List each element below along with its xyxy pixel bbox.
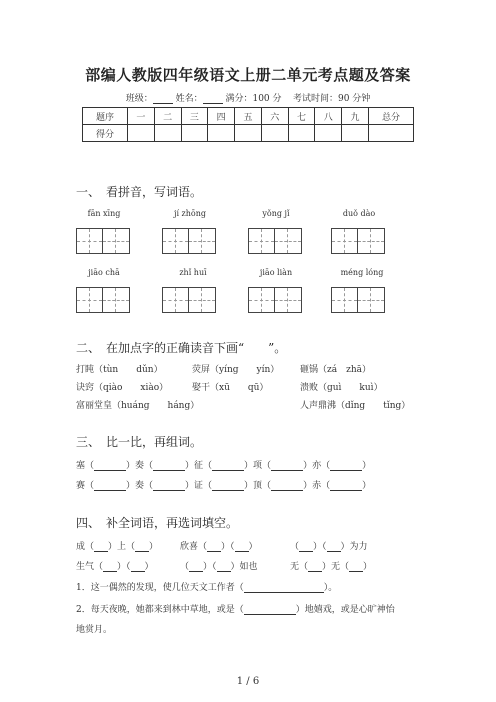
answer-blank[interactable] <box>94 541 108 552</box>
score-header-cell: 二 <box>154 108 181 125</box>
score-row-label: 得分 <box>83 125 128 142</box>
score-header-cell: 一 <box>128 108 155 125</box>
answer-blank[interactable] <box>135 541 149 552</box>
idiom-text: ） <box>248 542 258 552</box>
compare-char: 塞（ <box>76 461 95 471</box>
idiom-text: ）（ <box>313 542 327 552</box>
answer-blank[interactable] <box>94 460 126 471</box>
answer-blank[interactable] <box>212 460 244 471</box>
full-score: 满分：100 分 <box>225 94 282 104</box>
section2-heading: 二、 在加点字的正确读音下画“ ”。 <box>76 341 287 355</box>
score-header-cell: 四 <box>208 108 235 125</box>
exam-time: 考试时间：90 分钟 <box>292 94 371 104</box>
writing-grid[interactable] <box>248 287 302 313</box>
answer-blank[interactable] <box>330 460 362 471</box>
answer-blank[interactable] <box>153 460 185 471</box>
compare-char: 赛（ <box>76 481 95 491</box>
answer-blank[interactable] <box>271 460 303 471</box>
name-label: 姓名： <box>175 94 203 104</box>
score-header-cell: 八 <box>315 108 342 125</box>
score-header-cell: 三 <box>181 108 208 125</box>
answer-blank[interactable] <box>327 541 341 552</box>
answer-blank[interactable] <box>207 541 221 552</box>
compare-char: ）亦（ <box>303 461 331 471</box>
name-blank <box>203 94 223 104</box>
answer-blank[interactable] <box>299 541 313 552</box>
idiom-text: ） <box>363 562 373 572</box>
question-2-continued: 地赏月。 <box>76 625 113 635</box>
idiom-text: ）为力 <box>340 542 368 552</box>
idiom-text: ） <box>149 542 159 552</box>
answer-blank[interactable] <box>94 480 126 491</box>
pinyin-label: duǒ dào <box>342 209 376 218</box>
question-2 <box>76 602 395 615</box>
score-cell <box>261 125 288 142</box>
idiom-text: 无（ <box>290 562 309 572</box>
pronunciation-item: 富丽堂皇（huáng háng） <box>76 401 200 411</box>
compare-char: ） <box>362 461 372 471</box>
score-cell <box>315 125 342 142</box>
page-number: 1 / 6 <box>236 676 260 687</box>
answer-blank[interactable] <box>271 480 303 491</box>
writing-grid[interactable] <box>162 228 216 254</box>
pinyin-label: méng lóng <box>340 268 384 277</box>
answer-blank[interactable] <box>189 561 203 572</box>
idiom-row <box>76 559 154 572</box>
score-cell <box>342 125 369 142</box>
question-text: 1．这一偶然的发现，使几位天文工作者（ <box>76 583 244 593</box>
score-cell <box>369 125 414 142</box>
score-header-cell: 题序 <box>83 108 128 125</box>
compare-char: ）项（ <box>244 461 272 471</box>
idiom-text: ） <box>144 562 154 572</box>
idiom-text: （ <box>180 562 190 572</box>
score-header-cell: 五 <box>235 108 262 125</box>
score-header-cell: 七 <box>288 108 315 125</box>
compare-char: ）顶（ <box>244 481 272 491</box>
question-text: ）地嬉戏，或是心旷神怡 <box>295 605 395 615</box>
idiom-row <box>76 539 158 552</box>
answer-blank[interactable] <box>217 561 231 572</box>
score-table-score-row <box>83 125 414 142</box>
pinyin-label: jiāo chā <box>88 268 120 277</box>
idiom-text: ）无（ <box>322 562 350 572</box>
section3-heading: 三、 比一比，再组词。 <box>76 435 203 449</box>
answer-blank[interactable] <box>131 561 145 572</box>
answer-blank[interactable] <box>103 561 117 572</box>
idiom-text: ）（ <box>203 562 217 572</box>
score-header-cell: 总分 <box>369 108 414 125</box>
question-text: ）。 <box>323 583 338 593</box>
compare-char: ）赤（ <box>303 481 331 491</box>
score-cell <box>288 125 315 142</box>
pinyin-label: jí zhōng <box>173 209 207 218</box>
idiom-text: ）上（ <box>108 542 136 552</box>
pinyin-label: jiāo liàn <box>259 268 293 277</box>
compare-row <box>76 478 371 491</box>
pronunciation-item: 打盹（tùn dǔn） <box>76 365 163 375</box>
idiom-row <box>290 559 372 572</box>
idiom-text: （ <box>290 542 300 552</box>
pronunciation-item: 溃败（guì kuì） <box>300 383 383 393</box>
idiom-text: 欣喜（ <box>180 542 208 552</box>
answer-blank[interactable] <box>308 561 322 572</box>
idiom-row <box>180 539 258 552</box>
score-cell <box>154 125 181 142</box>
idiom-text: ）（ <box>221 542 235 552</box>
pronunciation-item: 荧屏（yíng yín） <box>192 365 280 375</box>
answer-blank[interactable] <box>235 541 249 552</box>
writing-grid[interactable] <box>331 228 385 254</box>
page-title: 部编人教版四年级语文上册二单元考点题及答案 <box>85 66 411 84</box>
score-cell <box>128 125 155 142</box>
compare-char: ）奏（ <box>126 481 154 491</box>
pronunciation-item: 人声鼎沸（dǐng tǐng） <box>300 401 411 411</box>
compare-row <box>76 458 371 471</box>
writing-grid[interactable] <box>331 287 385 313</box>
answer-blank[interactable] <box>244 582 324 593</box>
question-text: 2．每天夜晚，她都来到林中草地，或是（ <box>76 605 244 615</box>
answer-blank[interactable] <box>349 561 363 572</box>
writing-grid[interactable] <box>248 228 302 254</box>
score-header-cell: 九 <box>342 108 369 125</box>
class-label: 班级： <box>125 94 153 104</box>
section4-heading: 四、 补全词语，再选词填空。 <box>76 516 239 530</box>
writing-grid[interactable] <box>162 287 216 313</box>
section1-heading: 一、 看拼音，写词语。 <box>76 185 203 199</box>
pinyin-label: fān xīng <box>87 209 121 218</box>
pronunciation-item: 娶干（xū qū） <box>192 383 269 393</box>
writing-grid[interactable] <box>76 287 130 313</box>
pinyin-label: zhǐ huī <box>179 268 207 277</box>
answer-blank[interactable] <box>330 480 362 491</box>
score-cell <box>208 125 235 142</box>
score-table-header-row <box>83 108 414 125</box>
score-cell <box>181 125 208 142</box>
answer-blank[interactable] <box>244 604 296 615</box>
compare-char: ）征（ <box>185 461 213 471</box>
class-blank <box>153 94 173 104</box>
pronunciation-item: 诀窍（qiào xiào） <box>76 383 169 393</box>
compare-char: ）证（ <box>185 481 213 491</box>
exam-info <box>0 91 496 104</box>
score-header-cell: 六 <box>261 108 288 125</box>
pinyin-label: yǒng jǐ <box>262 209 290 218</box>
answer-blank[interactable] <box>153 480 185 491</box>
pronunciation-item: 砸锅（zá zhā） <box>300 365 372 375</box>
idiom-text: ）（ <box>117 562 131 572</box>
idiom-row <box>290 539 368 552</box>
compare-char: ） <box>362 481 372 491</box>
score-cell <box>235 125 262 142</box>
idiom-text: 生气（ <box>76 562 104 572</box>
compare-char: ）奏（ <box>126 461 154 471</box>
writing-grid[interactable] <box>76 228 130 254</box>
idiom-text: ）如也 <box>230 562 258 572</box>
idiom-text: 成（ <box>76 542 95 552</box>
answer-blank[interactable] <box>212 480 244 491</box>
question-1 <box>76 580 337 593</box>
score-table <box>82 107 414 142</box>
idiom-row <box>180 559 258 572</box>
